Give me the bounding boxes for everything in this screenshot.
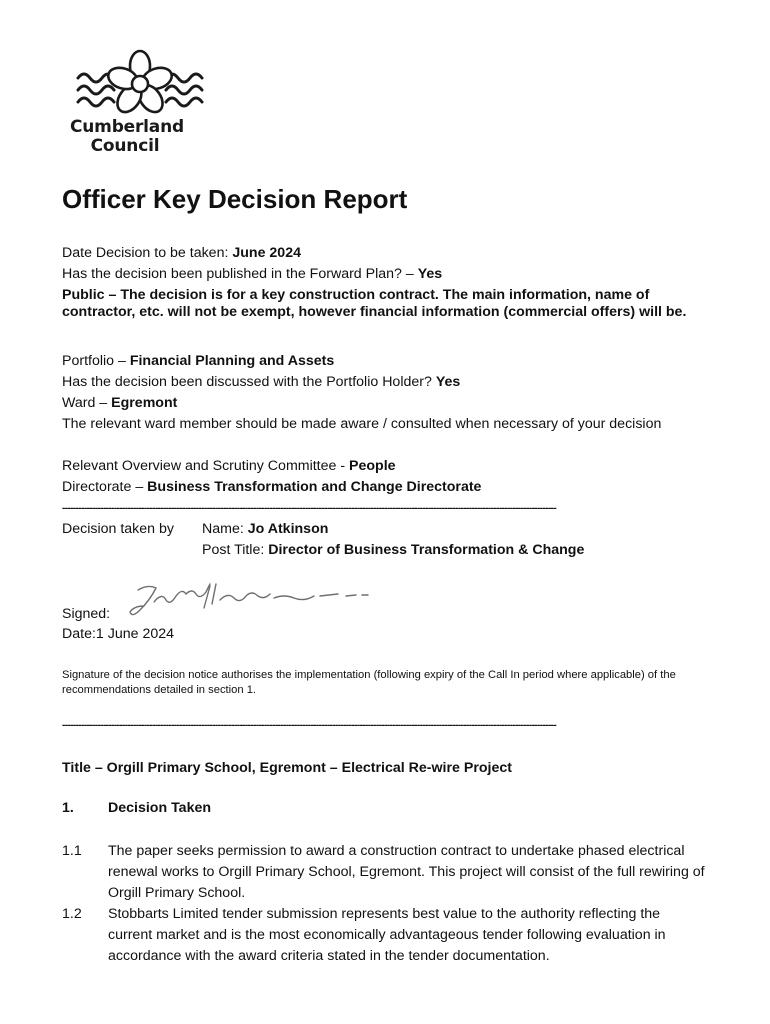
forward-plan-value: Yes <box>417 266 443 282</box>
committee-label: Relevant Overview and Scrutiny Committee - <box>62 458 350 474</box>
item-number-1-1: 1.1 <box>62 843 82 859</box>
item-text-1-2: Stobbarts Limited tender submission represents best value to the authority reflecting the current market and is the most economically advantageous tender following evaluation in accordance with the award criteria stated in the tender documentation. <box>108 906 666 964</box>
public-text: – The decision is for a key construction contract. The main information, name of contractor, etc. will not be exempt, however financial information (commercial offers) will be. <box>62 287 687 320</box>
decision-by-label: Decision taken by <box>62 521 174 537</box>
ward-line <box>62 395 177 412</box>
portfolio-line <box>62 353 334 370</box>
portfolio-holder-value: Yes <box>435 374 461 390</box>
officer-name-line <box>202 521 328 538</box>
ward-value: Egremont <box>111 395 178 411</box>
item-number-1-2: 1.2 <box>62 906 82 922</box>
committee-line <box>62 458 396 475</box>
logo-text-line1: Cumberland <box>70 117 184 137</box>
item-text-1-1: The paper seeks permission to award a construction contract to undertake phased electrical renewal works to Orgill Primary School, Egremont. This project will consist of the full rewiring of Orgill Primary School. <box>108 843 705 901</box>
officer-name-value: Jo Atkinson <box>247 521 329 537</box>
portfolio-label: Portfolio – <box>62 353 130 369</box>
flower-waves-icon <box>72 48 208 118</box>
signed-label: Signed: <box>62 606 111 622</box>
project-title: Title – Orgill Primary School, Egremont – Electrical Re-wire Project <box>62 760 512 776</box>
forward-plan-line <box>62 266 442 283</box>
public-label: Public <box>62 287 105 303</box>
directorate-line <box>62 479 481 496</box>
decision-date-label: Date Decision to be taken: <box>62 245 233 261</box>
directorate-value: Business Transformation and Change Directorate <box>147 479 482 495</box>
directorate-label: Directorate – <box>62 479 148 495</box>
signed-date: Date:1 June 2024 <box>62 626 175 642</box>
ward-note: The relevant ward member should be made aware / consulted when necessary of your decision <box>62 416 662 432</box>
signature-notice: Signature of the decision notice authorises the implementation (following expiry of the Call In period where applicable) of the recommendations detailed in section 1. <box>62 669 676 696</box>
portfolio-holder-line <box>62 374 460 391</box>
council-logo <box>70 48 210 156</box>
section-number: 1. <box>62 800 74 816</box>
handwritten-signature <box>124 580 384 624</box>
decision-date-line <box>62 245 301 262</box>
forward-plan-label: Has the decision been published in the Forward Plan? – <box>62 266 418 282</box>
public-statement <box>62 287 712 321</box>
decision-date-value: June 2024 <box>232 245 301 261</box>
divider-bottom: ------------------------------------------------------------------------------------------------------------------------------------------------------------------------------------- <box>62 721 557 731</box>
report-title: Officer Key Decision Report <box>62 184 408 214</box>
post-title-label: Post Title: <box>202 542 269 558</box>
post-title-value: Director of Business Transformation & Change <box>268 542 585 558</box>
post-title-line <box>202 542 584 559</box>
committee-value: People <box>349 458 396 474</box>
section-heading: Decision Taken <box>108 800 212 816</box>
portfolio-holder-label: Has the decision been discussed with the Portfolio Holder? <box>62 374 436 390</box>
ward-label: Ward – <box>62 395 112 411</box>
logo-text-line2: Council <box>90 136 160 156</box>
officer-name-label: Name: <box>202 521 248 537</box>
divider-top: ------------------------------------------------------------------------------------------------------------------------------------------------------------------------------------- <box>62 504 557 514</box>
portfolio-value: Financial Planning and Assets <box>129 353 335 369</box>
